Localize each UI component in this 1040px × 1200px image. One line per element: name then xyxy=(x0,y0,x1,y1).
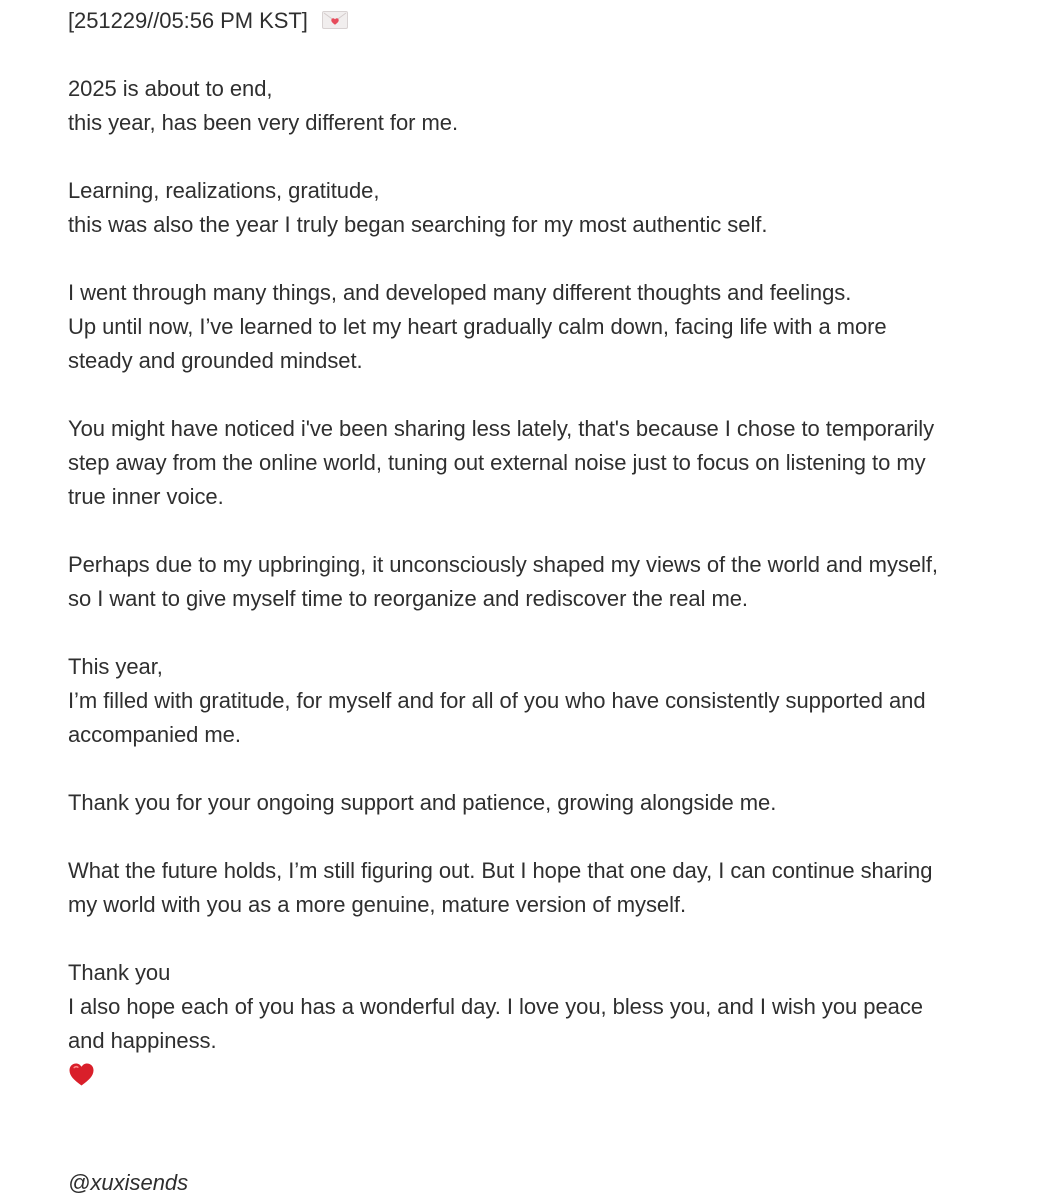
paragraph xyxy=(68,412,978,514)
blank-line xyxy=(68,616,978,650)
text-line: steady and grounded mindset. xyxy=(68,348,363,373)
note-header xyxy=(68,4,978,38)
blank-line xyxy=(68,514,978,548)
text-line: 2025 is about to end, xyxy=(68,76,273,101)
blank-line xyxy=(68,38,978,72)
text-line: Perhaps due to my upbringing, it unconsciously shaped my views of the world and myself, xyxy=(68,552,938,577)
text-line: my world with you as a more genuine, mature version of myself. xyxy=(68,892,687,917)
envelope-with-heart-icon xyxy=(322,11,348,29)
text-line: I’m filled with gratitude, for myself and for all of you who have consistently supported and xyxy=(68,688,926,713)
paragraph xyxy=(68,548,978,616)
text-line: and happiness. xyxy=(68,1028,217,1053)
text-line: this was also the year I truly began searching for my most authentic self. xyxy=(68,212,768,237)
paragraph xyxy=(68,174,978,242)
text-line: I went through many things, and developed many different thoughts and feelings. xyxy=(68,280,852,305)
text-line: Learning, realizations, gratitude, xyxy=(68,178,380,203)
paragraph xyxy=(68,650,978,752)
paragraph xyxy=(68,72,978,140)
text-line: accompanied me. xyxy=(68,722,241,747)
signature-handle: @xuxisends xyxy=(68,1170,189,1195)
closing-heart-line xyxy=(68,1058,978,1092)
note-body xyxy=(68,4,978,1092)
paragraph xyxy=(68,276,978,378)
paragraph xyxy=(68,854,978,922)
text-line: Thank you for your ongoing support and patience, growing alongside me. xyxy=(68,790,777,815)
text-line: this year, has been very different for me. xyxy=(68,110,459,135)
text-line: so I want to give myself time to reorganize and rediscover the real me. xyxy=(68,586,748,611)
text-line: What the future holds, I’m still figuring out. But I hope that one day, I can continue sharing xyxy=(68,858,933,883)
paragraph xyxy=(68,956,978,1058)
blank-line xyxy=(68,378,978,412)
blank-line xyxy=(68,242,978,276)
text-line: Up until now, I’ve learned to let my heart gradually calm down, facing life with a more xyxy=(68,314,887,339)
text-line: step away from the online world, tuning out external noise just to focus on listening to my xyxy=(68,450,926,475)
text-line: true inner voice. xyxy=(68,484,224,509)
red-heart-icon xyxy=(68,1062,95,1087)
paragraph xyxy=(68,786,978,820)
header-text: [251229//05:56 PM KST] xyxy=(68,8,308,33)
blank-line xyxy=(68,752,978,786)
blank-line xyxy=(68,140,978,174)
blank-line xyxy=(68,922,978,956)
text-line: This year, xyxy=(68,654,163,679)
blank-line xyxy=(68,820,978,854)
text-line: Thank you xyxy=(68,960,171,985)
text-line: I also hope each of you has a wonderful day. I love you, bless you, and I wish you peace xyxy=(68,994,923,1019)
text-line: You might have noticed i've been sharing less lately, that's because I chose to temporarily xyxy=(68,416,935,441)
